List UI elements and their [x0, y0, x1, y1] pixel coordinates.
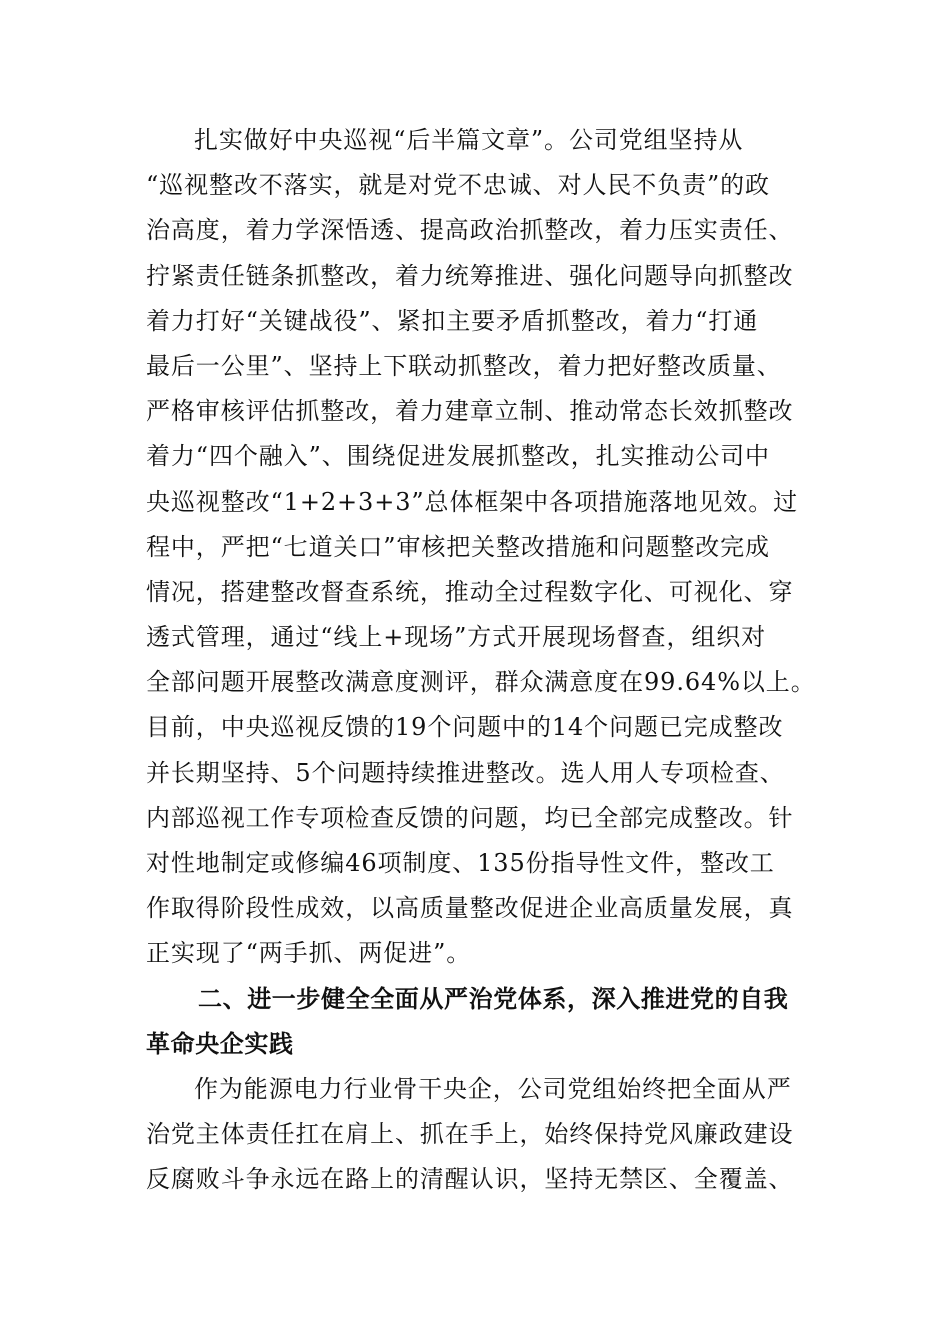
paragraph-1-line-11: 情况，搭建整改督查系统，推动全过程数字化、可视化、穿 — [146, 577, 794, 606]
paragraph-1-line-6: 最后一公里”、坚持上下联动抓整改，着力把好整改质量、 — [146, 351, 782, 380]
paragraph-1-line-10: 程中，严把“七道关口”审核把关整改措施和问题整改完成 — [146, 532, 770, 561]
paragraph-1-line-13: 全部问题开展整改满意度测评，群众满意度在99.64%以上。 — [146, 668, 816, 697]
paragraph-2-line-3: 反腐败斗争永远在路上的清醒认识，坚持无禁区、全覆盖、 — [146, 1165, 794, 1194]
paragraph-1-line-9: 央巡视整改“1+2+3+3”总体框架中各项措施落地见效。过 — [146, 487, 799, 516]
document-body — [146, 118, 816, 1203]
paragraph-1-line-18: 作取得阶段性成效，以高质量整改促进企业高质量发展，真 — [146, 894, 794, 923]
paragraph-2-line-2: 治党主体责任扛在肩上、抓在手上，始终保持党风廉政建设 — [146, 1120, 794, 1149]
paragraph-1-line-4: 拧紧责任链条抓整改，着力统筹推进、强化问题导向抓整改 — [146, 261, 794, 290]
paragraph-1-line-7: 严格审核评估抓整改，着力建章立制、推动常态长效抓整改 — [146, 397, 794, 426]
paragraph-1-line-15: 并长期坚持、5个问题持续推进整改。选人用人专项检查、 — [146, 758, 785, 787]
paragraph-1-line-1: 扎实做好中央巡视“后半篇文章”。公司党组坚持从 — [194, 126, 744, 154]
paragraph-1-line-14: 目前，中央巡视反馈的19个问题中的14个问题已完成整改 — [146, 713, 784, 742]
paragraph-2-line-1: 作为能源电力行业骨干央企，公司党组始终把全面从严 — [194, 1074, 792, 1103]
paragraph-1-line-17: 对性地制定或修编46项制度、135份指导性文件，整改工 — [146, 849, 775, 877]
paragraph-1-line-19: 正实现了“两手抓、两促进”。 — [146, 939, 472, 968]
paragraph-1-line-2: “巡视整改不落实，就是对党不忠诚、对人民不负责”的政 — [146, 171, 770, 200]
paragraph-1-line-16: 内部巡视工作专项检查反馈的问题，均已全部完成整改。针 — [146, 803, 794, 832]
paragraph-1-line-8: 着力“四个融入”、围绕促进发展抓整改，扎实推动公司中 — [146, 442, 770, 471]
paragraph-1-line-5: 着力打好“关键战役”、紧扣主要矛盾抓整改，着力“打通 — [146, 306, 759, 335]
paragraph-1-line-12: 透式管理，通过“线上+现场”方式开展现场督查，组织对 — [146, 623, 767, 652]
section-heading-line-2: 革命央企实践 — [146, 1029, 294, 1058]
paragraph-1-line-3: 治高度，着力学深悟透、提高政治抓整改，着力压实责任、 — [146, 216, 794, 245]
section-heading-line-1: 二、进一步健全全面从严治党体系，深入推进党的自我 — [198, 984, 789, 1013]
